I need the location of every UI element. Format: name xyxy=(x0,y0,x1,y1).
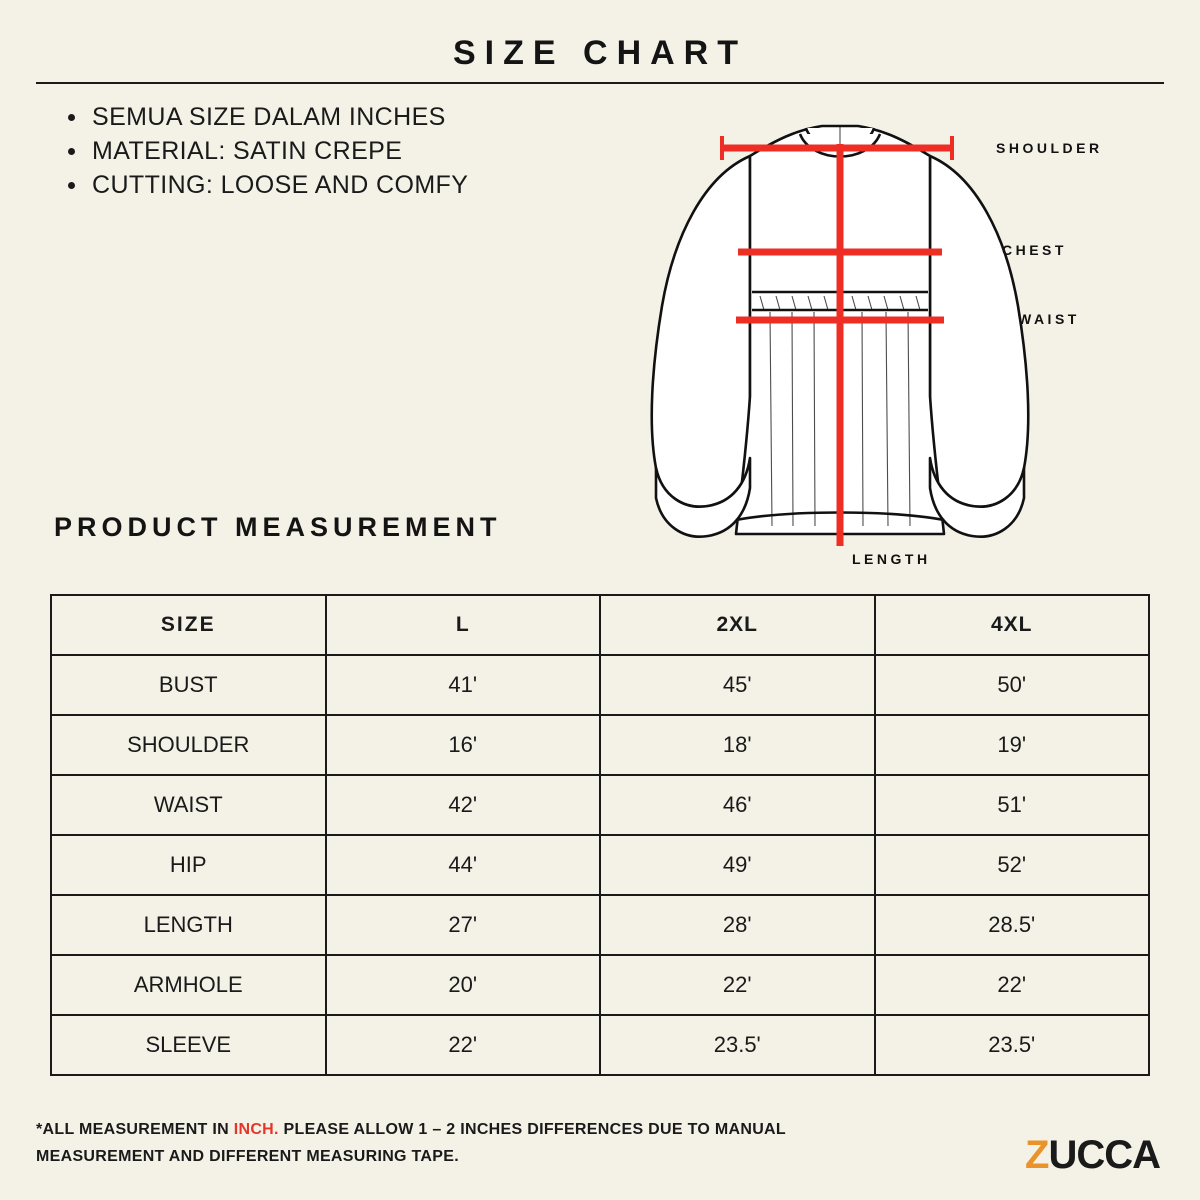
table-row xyxy=(51,775,1149,835)
row-value: 45' xyxy=(600,655,875,715)
table-header-row xyxy=(51,595,1149,655)
brand-logo-initial: Z xyxy=(1025,1133,1049,1177)
row-value: 22' xyxy=(600,955,875,1015)
row-value: 28' xyxy=(600,895,875,955)
row-value: 42' xyxy=(326,775,601,835)
table-row xyxy=(51,835,1149,895)
page-title: SIZE CHART xyxy=(453,34,747,72)
row-value: 41' xyxy=(326,655,601,715)
table-header-cell: 2XL xyxy=(600,595,875,655)
title-divider xyxy=(36,82,1164,84)
row-value: 23.5' xyxy=(875,1015,1150,1075)
label-waist: WAIST xyxy=(1018,311,1080,327)
row-value: 52' xyxy=(875,835,1150,895)
list-item: MATERIAL: SATIN CREPE xyxy=(62,134,582,168)
table-header-cell: L xyxy=(326,595,601,655)
list-item: CUTTING: LOOSE AND COMFY xyxy=(62,168,582,202)
footnote xyxy=(36,1116,856,1170)
footnote-highlight: INCH. xyxy=(233,1121,279,1138)
row-value: 51' xyxy=(875,775,1150,835)
list-item: SEMUA SIZE DALAM INCHES xyxy=(62,100,582,134)
table-row xyxy=(51,1015,1149,1075)
row-value: 18' xyxy=(600,715,875,775)
table-header-cell: 4XL xyxy=(875,595,1150,655)
row-label: SLEEVE xyxy=(51,1015,326,1075)
row-value: 20' xyxy=(326,955,601,1015)
row-value: 50' xyxy=(875,655,1150,715)
label-shoulder: SHOULDER xyxy=(996,140,1103,156)
info-bullet-list xyxy=(62,100,582,202)
row-value: 16' xyxy=(326,715,601,775)
row-value: 44' xyxy=(326,835,601,895)
table-row xyxy=(51,955,1149,1015)
row-label: HIP xyxy=(51,835,326,895)
row-label: BUST xyxy=(51,655,326,715)
row-value: 46' xyxy=(600,775,875,835)
row-label: LENGTH xyxy=(51,895,326,955)
garment-illustration xyxy=(600,96,1160,576)
table-row xyxy=(51,895,1149,955)
row-value: 23.5' xyxy=(600,1015,875,1075)
label-length: LENGTH xyxy=(852,551,931,567)
label-chest: CHEST xyxy=(1002,242,1067,258)
footnote-part2: PLEASE ALLOW 1 – 2 INCHES DIFFERENCES DUE TO MANUAL MEASUREMENT AND DIFFERENT MEASURING TAPE. xyxy=(36,1121,786,1165)
row-label: WAIST xyxy=(51,775,326,835)
row-value: 27' xyxy=(326,895,601,955)
footnote-part1: *ALL MEASUREMENT IN xyxy=(36,1121,234,1138)
row-label: ARMHOLE xyxy=(51,955,326,1015)
measurement-table-wrap xyxy=(50,594,1150,1076)
table-row xyxy=(51,655,1149,715)
brand-logo xyxy=(1025,1133,1160,1178)
table-row xyxy=(51,715,1149,775)
row-value: 22' xyxy=(326,1015,601,1075)
table-header-cell: SIZE xyxy=(51,595,326,655)
blouse-diagram-svg xyxy=(600,96,1160,576)
section-title-product-measurement: PRODUCT MEASUREMENT xyxy=(54,512,502,542)
row-label: SHOULDER xyxy=(51,715,326,775)
row-value: 19' xyxy=(875,715,1150,775)
row-value: 28.5' xyxy=(875,895,1150,955)
brand-logo-rest: UCCA xyxy=(1048,1133,1160,1177)
row-value: 22' xyxy=(875,955,1150,1015)
row-value: 49' xyxy=(600,835,875,895)
measurement-table xyxy=(50,594,1150,1076)
